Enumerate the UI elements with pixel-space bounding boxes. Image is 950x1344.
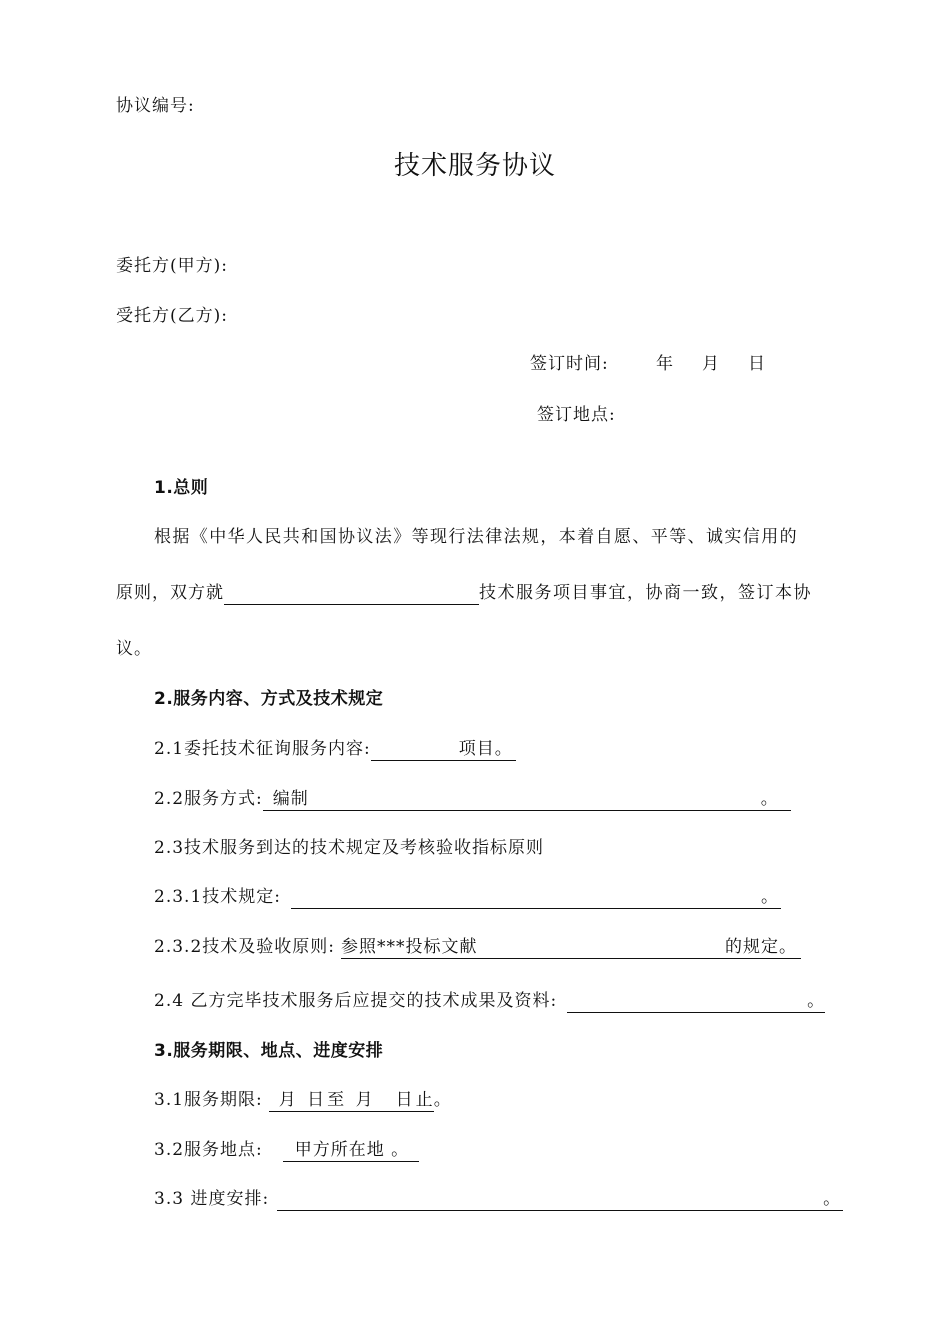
- item-2-3-2-value: 参照***投标文献: [340, 937, 478, 957]
- agreement-number-label: 协议编号:: [116, 96, 195, 116]
- item-2-4-period: 。: [807, 991, 826, 1011]
- item-2-1-value: 项目。: [458, 739, 513, 759]
- item-3-3-period: 。: [823, 1189, 842, 1209]
- item-2-3-1-period: 。: [760, 887, 779, 907]
- party-a-label: 委托方(甲方):: [116, 256, 228, 276]
- item-3-2-blank[interactable]: [283, 1139, 419, 1162]
- item-2-3-2-suffix: 的规定。: [724, 937, 797, 957]
- document-title: 技术服务协议: [393, 151, 556, 181]
- item-2-4: [154, 990, 825, 1013]
- item-2-2-value: 编制: [272, 789, 309, 809]
- item-2-3: 2.3技术服务到达的技术规定及考核验收指标原则: [154, 838, 545, 858]
- section-2-heading: 2.服务内容、方式及技术规定: [154, 689, 384, 709]
- item-3-3: [154, 1188, 843, 1211]
- section-1-para-line-1: 根据《中华人民共和国协议法》等现行法律法规，本着自愿、平等、诚实信用的: [154, 527, 798, 547]
- item-2-1-label: 2.1委托技术征询服务内容:: [154, 739, 371, 759]
- para-line-2-suffix: 技术服务项目事宜，协商一致，签订本协: [479, 583, 812, 603]
- item-3-1-label: 3.1服务期限:: [154, 1090, 263, 1110]
- section-3-heading: 3.服务期限、地点、进度安排: [154, 1041, 384, 1061]
- para-line-2-prefix: 原则，双方就: [116, 583, 224, 603]
- section-1-para-line-2: [116, 582, 812, 605]
- sign-time-value: 年 月 日: [656, 354, 771, 374]
- sign-place-label: 签订地点:: [537, 405, 616, 425]
- project-name-blank[interactable]: [224, 582, 479, 605]
- section-1-para-line-3: 议。: [116, 639, 152, 659]
- item-3-2-value: 甲方所在地 。: [294, 1140, 410, 1160]
- item-2-2-period: 。: [760, 789, 779, 809]
- item-3-3-blank[interactable]: [277, 1188, 843, 1211]
- item-2-4-label: 2.4 乙方完毕技术服务后应提交的技术成果及资料:: [154, 991, 558, 1011]
- section-1-heading: 1.总则: [154, 478, 209, 498]
- party-b-label: 受托方(乙方):: [116, 306, 228, 326]
- item-3-3-label: 3.3 进度安排:: [154, 1189, 270, 1209]
- item-2-2: [154, 788, 791, 811]
- item-2-3-2-label: 2.3.2技术及验收原则:: [154, 937, 335, 957]
- item-2-3-1-label: 2.3.1技术规定:: [154, 887, 281, 907]
- item-3-1-value: 月 日至 月 日止: [278, 1090, 436, 1110]
- item-2-2-blank[interactable]: [263, 788, 791, 811]
- item-2-3-2-blank[interactable]: [341, 936, 801, 959]
- item-2-4-blank[interactable]: [567, 990, 825, 1013]
- sign-time-label: 签订时间:: [530, 354, 609, 374]
- item-3-1: [154, 1089, 452, 1112]
- item-3-1-blank[interactable]: [269, 1089, 434, 1112]
- item-2-2-label: 2.2服务方式:: [154, 789, 263, 809]
- item-2-3-1: [154, 886, 781, 909]
- item-2-1-blank[interactable]: [371, 738, 516, 761]
- item-3-2-label: 3.2服务地点:: [154, 1140, 263, 1160]
- item-3-2: [154, 1139, 419, 1162]
- item-2-3-2: [154, 936, 801, 959]
- item-3-1-period: 。: [433, 1090, 452, 1110]
- item-2-1: [154, 738, 516, 761]
- item-2-3-1-blank[interactable]: [291, 886, 781, 909]
